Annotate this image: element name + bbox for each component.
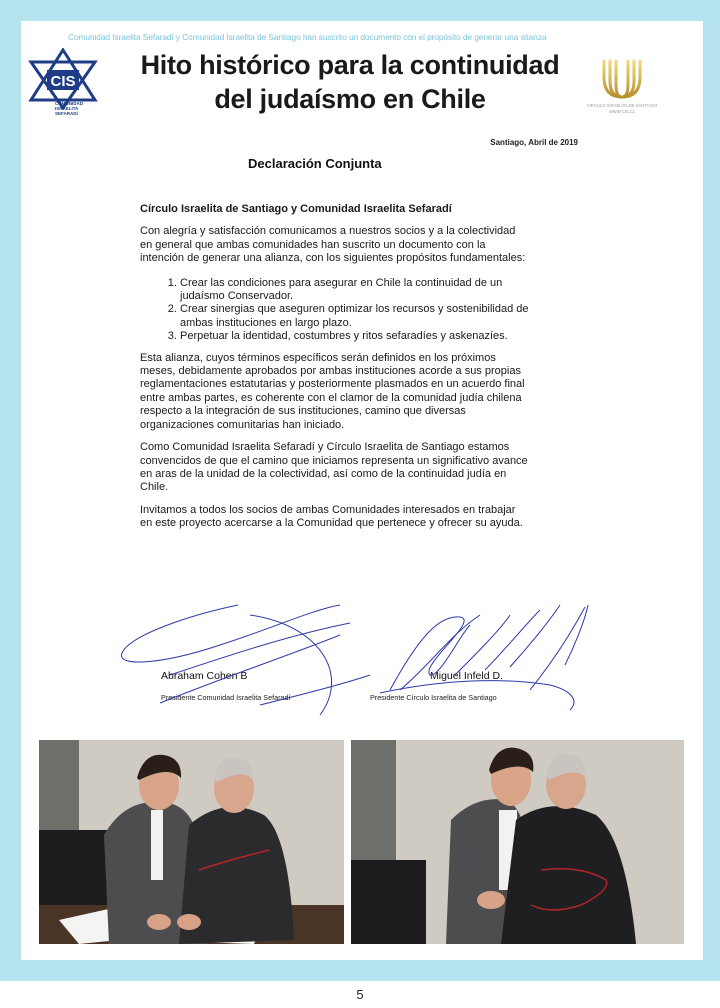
photo-signing-image (39, 740, 344, 944)
menorah-logo-icon (583, 55, 661, 120)
title-line-1: Hito histórico para la continuidad (140, 50, 560, 80)
declaration-title: Declaración Conjunta (248, 156, 382, 171)
menorah-logo-caption: CIRCULO ISRAELITA DE SANTIAGO (586, 103, 658, 108)
photo-signing (39, 740, 344, 944)
photo-embrace (351, 740, 684, 944)
body-heading: Círculo Israelita de Santiago y Comunidad Israelita Sefaradí (140, 203, 452, 215)
document-date: Santiago, Abril de 2019 (490, 138, 578, 147)
purpose-item: 3. Perpetuar la identidad, costumbres y ritos sefaradíes y askenazíes. (180, 330, 530, 343)
page-title (110, 48, 590, 116)
header-ticker-text: Comunidad Israelita Sefaradí y Comunidad Israelita de Santiago han suscrito un documento con el propósito de generar una alianza (68, 32, 547, 42)
signatory-role-1: Presidente Comunidad Israelita Sefaradí (161, 693, 291, 702)
declaration-body (140, 203, 530, 540)
signatory-name-2: Miguel Infeld D. (430, 670, 503, 682)
body-paragraph-3: Como Comunidad Israelita Sefaradí y Círculo Israelita de Santiago estamos convencidos de que el camino que iniciamos representa un significativo avance en aras de la unidad de la colectividad, así como de la continuidad judía en Chile. (140, 441, 528, 494)
body-paragraph-4: Invitamos a todos los socios de ambas Comunidades interesados en trabajar en este proyecto acercarse a la Comunidad que pertenece y ofrecer su ayuda. (140, 503, 523, 530)
cis-caption-line: ISRAELITA (55, 106, 79, 111)
signature-1-icon (121, 605, 370, 715)
menorah-logo-subcaption: WWW.CIS.CL (608, 109, 636, 114)
purpose-item: 2. Crear sinergias que aseguren optimizar los recursos y sostenibilidad de ambas instituciones en largo plazo. (180, 303, 530, 330)
purpose-item: 1. Crear las condiciones para asegurar en Chile la continuidad de un judaísmo Conservador. (180, 277, 530, 304)
cis-caption-line: SEFARADÍ (55, 111, 78, 116)
body-paragraph-2: Esta alianza, cuyos términos específicos serán definidos en los próximos meses, debidamente aprobados por ambas instituciones acorde a sus propias reglamentaciones estatutarias y posteriormente plasmados en un acuerdo final entre ambas partes, es coherente con el clamor de la comunidad judía chilena respecto a la integración de sus instituciones, camino que diversas organizaciones comunitarias han iniciado. (140, 351, 525, 431)
signatory-role-2: Presidente Círculo Israelita de Santiago (370, 693, 497, 702)
title-line-2: del judaísmo en Chile (214, 84, 486, 114)
cis-caption-line: COMUNIDAD (55, 101, 83, 106)
photo-embrace-image (351, 740, 684, 944)
page-number: 5 (356, 987, 364, 1002)
cis-logo-monogram: CIS (50, 73, 76, 90)
signatory-name-1: Abraham Cohen B (161, 670, 248, 682)
signature-2-icon (380, 605, 588, 710)
purposes-list (140, 277, 530, 344)
handwritten-signatures (100, 595, 620, 730)
cis-logo-caption (55, 101, 83, 116)
body-intro: Con alegría y satisfacción comunicamos a nuestros socios y a la colectividad en general que ambas comunidades han suscrito un documento con la intención de generar una alianza, con los siguientes propósitos fundamentales: (140, 225, 526, 265)
